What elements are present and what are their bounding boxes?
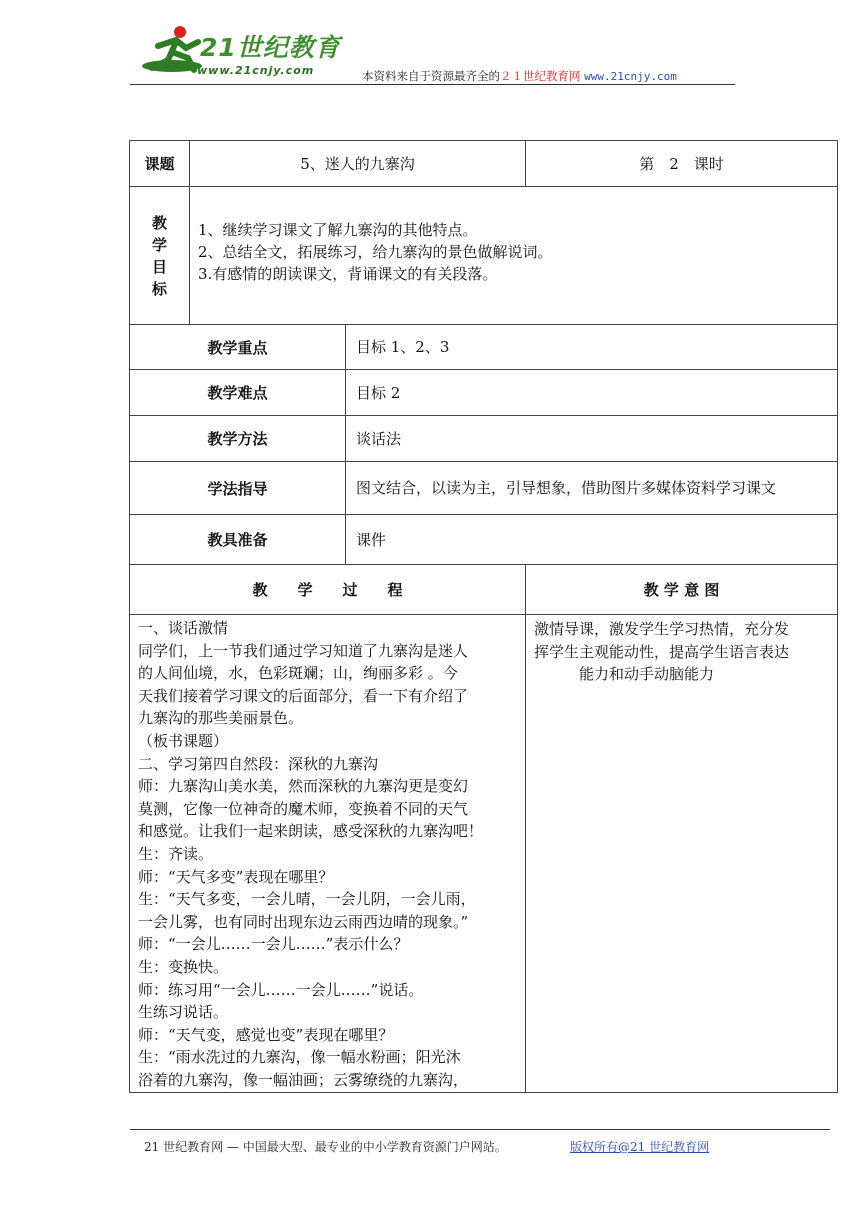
header-note-prefix: 本资料来自于资源最齐全的 <box>362 69 500 83</box>
header-divider <box>130 84 735 85</box>
logo-url: www.21cnjy.com <box>197 64 315 77</box>
process-line: 九寨沟的那些美丽景色。 <box>138 709 304 728</box>
difficulty-value: 目标 2 <box>346 370 838 416</box>
method-label: 教学方法 <box>130 416 346 462</box>
process-line: 和感觉。让我们一起来朗读，感受深秋的九寨沟吧！ <box>138 822 484 841</box>
lesson-title: 5、迷人的九寨沟 <box>190 141 526 187</box>
goal-item: 3.有感情的朗读课文，背诵课文的有关段落。 <box>198 265 498 283</box>
goals-label-char: 目 <box>151 257 167 276</box>
process-line: 二、学习第四自然段：深秋的九寨沟 <box>138 754 379 773</box>
goals-label-char: 教 <box>151 213 167 232</box>
difficulty-label: 教学难点 <box>130 370 346 416</box>
intent-line: 激情导课，激发学生学习热情，充分发 <box>534 620 790 638</box>
process-body-row <box>130 615 838 1093</box>
header-note <box>362 68 677 84</box>
process-line: 师：练习用“一会儿……一会儿……”说话。 <box>138 980 424 999</box>
goals-list <box>190 187 838 325</box>
goals-row <box>130 187 838 325</box>
title-label: 课题 <box>130 141 190 187</box>
process-line: 生：“天气多变，一会儿晴，一会儿阴，一会儿雨， <box>138 890 476 909</box>
footer-text: 21 世纪教育网 — 中国最大型、最专业的中小学教育资源门户网站。 <box>144 1140 507 1154</box>
process-body <box>130 615 526 1093</box>
goals-label <box>130 187 190 325</box>
method-value: 谈话法 <box>346 416 838 462</box>
process-line: 生：变换快。 <box>138 957 229 976</box>
process-line: 的人间仙境，水，色彩斑斓；山，绚丽多彩 。今 <box>138 664 458 683</box>
lesson-plan-table <box>129 140 838 1093</box>
process-line: （板书课题） <box>138 731 229 750</box>
info-row <box>130 462 838 515</box>
process-header-row <box>130 565 838 615</box>
process-header: 教 学 过 程 <box>130 565 526 615</box>
intent-body <box>526 615 838 1093</box>
process-line: 生练习说话。 <box>138 1003 229 1022</box>
intent-line: 能力和动手动脑能力 <box>534 665 715 684</box>
process-line: 师：“一会儿……一会儿……”表示什么？ <box>138 935 409 954</box>
materials-value: 课件 <box>346 515 838 565</box>
process-line: 生：“雨水洗过的九寨沟，像一幅水粉画；阳光沐 <box>138 1048 461 1067</box>
process-line: 同学们，上一节我们通过学习知道了九寨沟是迷人 <box>138 641 469 660</box>
process-line: 师：“天气变，感觉也变”表现在哪里？ <box>138 1025 394 1044</box>
intent-line: 挥学生主观能动性，提高学生语言表达 <box>534 642 790 661</box>
process-line: 一、谈话激情 <box>138 619 229 637</box>
process-line: 莫测，它像一位神奇的魔术师，变换着不同的天气 <box>138 799 469 818</box>
info-row <box>130 416 838 462</box>
process-line: 生：齐读。 <box>138 844 214 863</box>
logo-text: 21世纪教育 <box>200 33 341 62</box>
goals-label-char: 标 <box>151 279 167 298</box>
intent-header: 教 学 意 图 <box>526 565 838 615</box>
footer-copyright-link[interactable]: 版权所有@21 世纪教育网 <box>570 1140 710 1154</box>
header-note-url[interactable]: www.21cnjy.com <box>584 70 677 83</box>
info-row <box>130 515 838 565</box>
study-guide-value: 图文结合，以读为主，引导想象，借助图片多媒体资料学习课文 <box>346 462 838 515</box>
goals-label-char: 学 <box>151 235 167 254</box>
focus-label: 教学重点 <box>130 325 346 370</box>
goal-item: 1、继续学习课文了解九寨沟的其他特点。 <box>198 221 478 239</box>
study-guide-label: 学法指导 <box>130 462 346 515</box>
info-row <box>130 370 838 416</box>
process-line: 天我们接着学习课文的后面部分，看一下有介绍了 <box>138 686 469 705</box>
goal-item: 2、总结全文，拓展练习，给九寨沟的景色做解说词。 <box>198 243 553 261</box>
footer-divider <box>130 1129 830 1130</box>
process-line: 师：九寨沟山美水美，然而深秋的九寨沟更是变幻 <box>138 777 469 796</box>
focus-value: 目标 1、2、3 <box>346 325 838 370</box>
materials-label: 教具准备 <box>130 515 346 565</box>
lesson-period: 第 2 课时 <box>526 141 838 187</box>
info-row <box>130 325 838 370</box>
process-line: 浴着的九寨沟，像一幅油画；云雾缭绕的九寨沟， <box>138 1070 469 1089</box>
process-line: 师：“天气多变”表现在哪里？ <box>138 867 334 886</box>
header-note-brand: ２１世纪教育网 <box>500 69 581 83</box>
process-line: 一会儿雾，也有同时出现东边云雨西边晴的现象。” <box>138 912 469 931</box>
title-row <box>130 141 838 187</box>
